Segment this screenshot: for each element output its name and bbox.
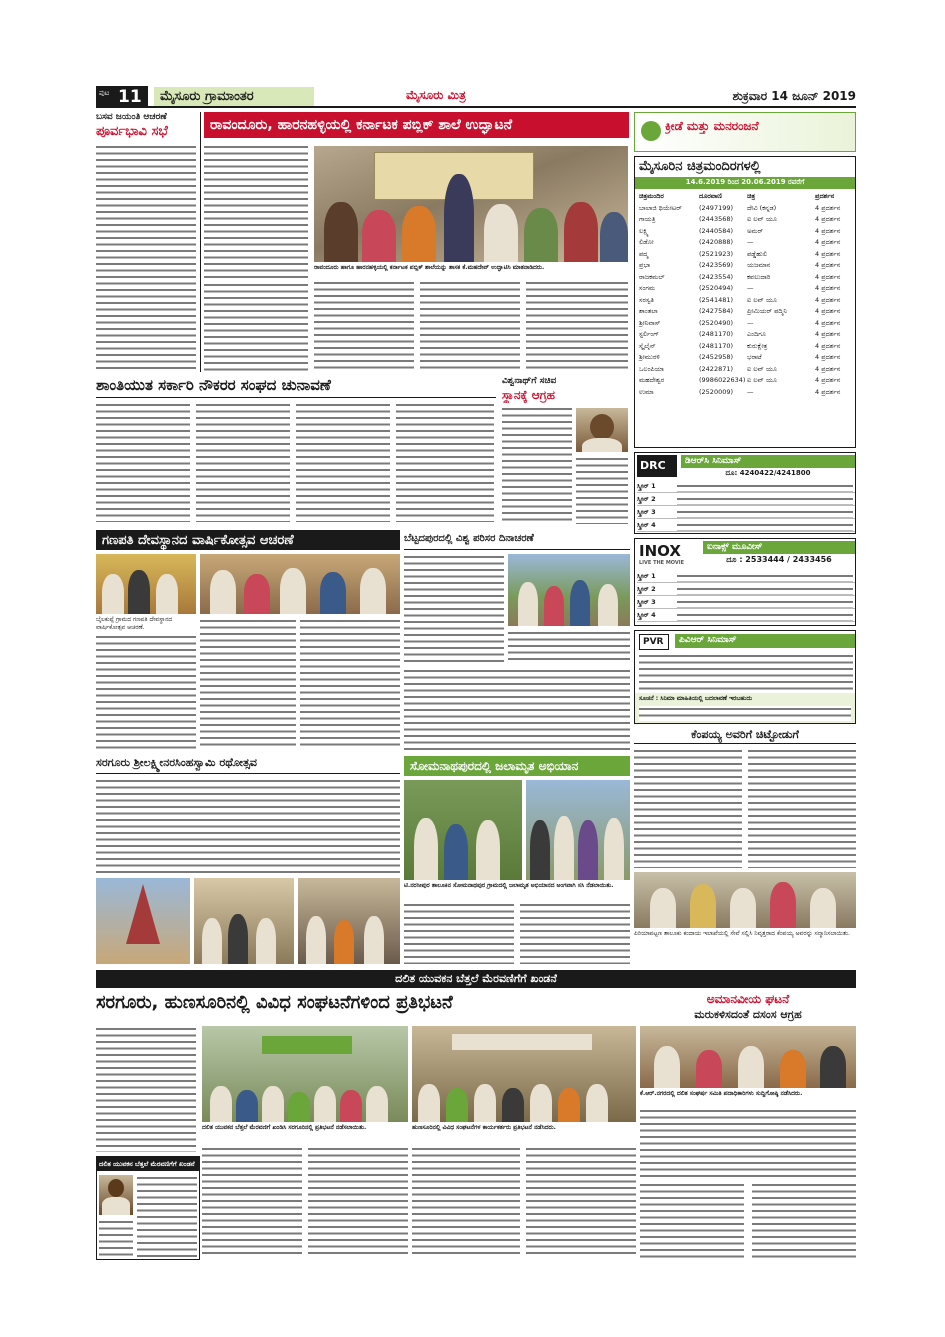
cinema-cell: ಲಿಡೋ — [639, 238, 654, 246]
cinema-cell: (2497199) — [699, 203, 734, 212]
screen-row — [637, 520, 855, 532]
page-number-tag — [96, 86, 148, 108]
cinema-cell: ದೇವಿ (ಕನ್ನಡ) — [747, 203, 777, 212]
screen-label: ಸ್ಕ್ರೀನ್ 3 — [637, 598, 656, 606]
cinema-cell: (2481170) — [699, 341, 734, 350]
cinema-cell: (2541481) — [699, 295, 734, 304]
ganapathi-story — [96, 530, 400, 752]
cinema-cell: 4 ಪ್ರದರ್ಶನ — [815, 330, 841, 338]
screen-label: ಸ್ಕ್ರೀನ್ 3 — [637, 508, 656, 516]
screen-label: ಸ್ಕ್ರೀನ್ 4 — [637, 611, 656, 619]
vishwanath-story — [502, 376, 630, 526]
ganapathi-photo-2 — [200, 554, 400, 614]
top-story-body-col2 — [314, 280, 414, 372]
cinema-cell: ಐ ಲವ್ ಯೂ — [747, 295, 777, 304]
planting-photo — [404, 780, 522, 880]
group-photo — [526, 780, 630, 880]
protest-title: ಸರಗೂರು, ಹುಣಸೂರಿನಲ್ಲಿ ವಿವಿಧ ಸಂಘಟನೆಗಳಿಂದ ಪ್ರತಿಭಟನೆ — [96, 992, 453, 1013]
sargur-photo-2 — [194, 878, 294, 964]
cinema-cell: (2423569) — [699, 261, 734, 269]
cinema-cell: ಎಂದಿಗೂ — [747, 330, 766, 338]
cinema-cell: 4 ಪ್ರದರ್ಶನ — [815, 353, 841, 361]
cinema-table-row — [635, 364, 857, 375]
cinema-cell: — — [747, 318, 754, 327]
cinema-cell: 4 ಪ್ರದರ್ಶನ — [815, 376, 841, 384]
screen-showtimes — [677, 509, 853, 518]
portrait-photo — [576, 408, 628, 452]
inox-phone: ದೂ : 2533444 / 2433456 — [726, 555, 832, 564]
cinema-cell: — — [747, 238, 754, 246]
screen-showtimes — [677, 522, 853, 531]
cinema-cell: ಪ್ರಭಾ — [639, 261, 651, 269]
cinema-cell: ದೂರವಾಣಿ — [699, 192, 722, 200]
cinema-table-row — [635, 226, 857, 237]
cinema-cell: (2427584) — [699, 307, 734, 315]
protest-story — [96, 992, 636, 1260]
cinema-cell: ಪದ್ಮ — [639, 249, 649, 258]
election-story — [96, 376, 496, 526]
cinema-cell: ಬಾಲಾಜಿ ಥಿಯೇಟರ್ — [639, 203, 682, 212]
story-title: ಪೂರ್ವಭಾವಿ ಸಭೆ — [96, 124, 168, 139]
cinema-cell: — — [747, 284, 754, 292]
cinema-table-row — [635, 283, 857, 294]
protest-caption-2: ಹುಣಸೂರಿನಲ್ಲಿ ವಿವಿಧ ಸಂಘಟನೆಗಳ ಕಾರ್ಯಕರ್ತರು ಪ್ರತಿಭಟನೆ ನಡೆಸಿದರು. — [412, 1124, 556, 1131]
cinema-cell: ಗಾಯತ್ರಿ — [639, 215, 656, 223]
inhuman-incident-story — [640, 992, 856, 1260]
masthead — [96, 86, 856, 108]
cinema-cell: ಭರಾಟೆ — [747, 353, 762, 361]
cinema-note: ಸೂಚನೆ : ಸಿನಿಮಾ ಮಾಹಿತಿಯಲ್ಲಿ ಬದಲಾವಣೆ ಇರಬಹುದು — [639, 695, 753, 702]
ball-icon — [641, 121, 661, 141]
press-meet-photo — [640, 1026, 856, 1088]
cinema-table-row — [635, 214, 857, 225]
cinema-cell: (2422871) — [699, 364, 734, 373]
cinema-table-row — [635, 375, 857, 386]
screen-showtimes — [677, 573, 853, 582]
cinema-cell: 4 ಪ್ರದರ್ಶನ — [815, 364, 841, 373]
screen-label: ಸ್ಕ್ರೀನ್ 1 — [637, 482, 656, 490]
cinema-cell: 4 ಪ್ರದರ್ಶನ — [815, 272, 841, 281]
cinema-cell: ಒಲಂಪಿಯಾ — [639, 364, 664, 373]
cinema-cell: (2481170) — [699, 330, 734, 338]
drc-phone: ದೂ: 4240422/4241800 — [725, 469, 811, 477]
cinema-cell: (2443568) — [699, 215, 734, 223]
cinema-table-row — [635, 272, 857, 283]
top-story-caption: ರಾವಂದೂರು ಹಾಗೂ ಹಾರನಹಳ್ಳಿಯಲ್ಲಿ ಕರ್ನಾಟಕ ಪಬ್ಲಿಕ್ ಶಾಲೆಯನ್ನು ಶಾಸಕ ಕೆ.ಮಹದೇವ್ ಉದ್ಘಾಟಿಸಿ ಮಾತನಾಡಿದರು. — [314, 264, 545, 271]
cinema-cell: ಅಮರ್ — [747, 226, 764, 235]
pvr-name: ಪಿವಿಆರ್ ಸಿನಿಮಾಸ್ — [675, 634, 855, 648]
screen-label: ಸ್ಕ್ರೀನ್ 2 — [637, 585, 656, 593]
cinema-table-row — [635, 260, 857, 271]
screen-label: ಸ್ಕ್ರೀನ್ 4 — [637, 521, 656, 529]
sports-banner-title: ಕ್ರೀಡೆ ಮತ್ತು ಮನರಂಜನೆ — [665, 119, 759, 133]
pvr-listing — [639, 653, 853, 691]
section-name: ಮೈಸೂರು ಗ್ರಾಮಾಂತರ — [154, 87, 314, 106]
cinema-cell: 4 ಪ್ರದರ್ಶನ — [815, 341, 841, 350]
cinema-cell: ಮಹದೇಶ್ವರ — [639, 376, 665, 384]
cinema-cell: 4 ಪ್ರದರ್ಶನ — [815, 249, 841, 258]
top-story-body-col4 — [526, 280, 628, 372]
cinema-listing-box — [634, 156, 856, 448]
pvr-logo: PVR — [639, 634, 669, 650]
screen-showtimes — [677, 496, 853, 505]
cinema-table-row — [635, 352, 857, 363]
top-story-title: ರಾವಂದೂರು, ಹಾರನಹಳ್ಳಿಯಲ್ಲಿ ಕರ್ನಾಟಕ ಪಬ್ಲಿಕ್ ಶಾಲೆ ಉದ್ಘಾಟನೆ — [204, 112, 629, 138]
cinema-cell: — — [747, 387, 754, 396]
inhuman-title-2: ಮರುಕಳಿಸದಂತೆ ದಸಂಸ ಆಗ್ರಹ — [694, 1008, 802, 1021]
newspaper-page — [96, 86, 856, 1260]
drc-name: ಡಿಆರ್‌ಸಿ ಸಿನಿಮಾಸ್ — [681, 455, 855, 468]
sargur-title: ಸರಗೂರು ಶ್ರೀಲಕ್ಷ್ಮೀನರಸಿಂಹಸ್ವಾಮಿ ರಥೋತ್ಸವ — [96, 756, 400, 774]
cinema-cell: ಯಜಮಾನ — [747, 261, 771, 269]
cinema-cell: ರಾಜಕಮಲ್ — [639, 272, 665, 281]
screen-row — [637, 494, 855, 506]
cinema-table-row — [635, 318, 857, 329]
cinema-cell: ಕುರುಕ್ಷೇತ್ರ — [747, 341, 768, 350]
basava-jayanthi-story — [96, 112, 196, 372]
page-number: 11 — [118, 87, 142, 107]
cinema-cell: ಸರಸ್ವತಿ — [639, 295, 654, 304]
paper-logo: ಮೈಸೂರು ಮಿತ್ರ — [406, 88, 466, 102]
cinema-table-row — [635, 237, 857, 248]
cinema-cell: ಉಮಾ — [639, 387, 654, 396]
cinema-cell: ಚಿತ್ರ — [747, 192, 756, 200]
dalit-box-portrait — [99, 1175, 133, 1215]
top-story-body-col1b — [204, 282, 308, 372]
cinema-title: ಮೈಸೂರಿನ ಚಿತ್ರಮಂದಿರಗಳಲ್ಲಿ — [639, 159, 761, 174]
drc-screens — [637, 481, 855, 533]
dalit-protest-box — [96, 1156, 200, 1260]
cinema-table-row — [635, 203, 857, 214]
cinema-cell: ಕವಲುದಾರಿ — [747, 272, 771, 281]
ganapathi-caption: ಬೈಲಕುಪ್ಪೆ ಗ್ರಾಮದ ಗಣಪತಿ ದೇವಸ್ಥಾನದ ವಾರ್ಷಿಕೋತ್ಸವ ಆಚರಣೆ. — [96, 616, 173, 631]
dalit-banner: ದಲಿತ ಯುವಕನ ಬೆತ್ತಲೆ ಮೆರವಣಿಗೆಗೆ ಖಂಡನೆ — [96, 970, 856, 988]
inox-box — [634, 538, 856, 626]
screen-label: ಸ್ಕ್ರೀನ್ 1 — [637, 572, 656, 580]
cinema-cell: ಐ ಲವ್ ಯೂ — [747, 215, 777, 223]
inox-logo: INOX — [639, 542, 681, 560]
cinema-table-row — [635, 295, 857, 306]
kempayya-story — [634, 728, 856, 966]
protest-photo-1 — [202, 1026, 408, 1122]
drc-cinemas-box — [634, 452, 856, 534]
cinema-cell: ಚಿತ್ರಮಂದಿರ — [639, 192, 664, 200]
top-story — [204, 112, 629, 372]
cinema-cell: ಸ್ಕೈಲೈನ್ — [639, 341, 656, 350]
environment-story — [404, 530, 630, 752]
screen-row — [637, 610, 855, 622]
cinema-cell: 4 ಪ್ರದರ್ಶನ — [815, 226, 841, 235]
inox-name: ಐನಾಕ್ಸ್ ಮೂವೀಸ್ — [703, 541, 855, 554]
cinema-cell: (9986022634) — [699, 376, 746, 384]
inox-tagline: LIVE THE MOVIE — [639, 560, 685, 566]
cinema-cell: 4 ಪ್ರದರ್ಶನ — [815, 387, 841, 396]
cinema-cell: ಪಡ್ಡೆಹುಲಿ — [747, 249, 768, 258]
cinema-table-row — [635, 387, 857, 398]
chariot-photo — [96, 878, 190, 964]
felicitation-photo — [634, 872, 856, 928]
cinema-table-row — [635, 341, 857, 352]
cinema-cell: ಸ್ಟರ್ಲಿಂಗ್ — [639, 330, 659, 338]
screen-showtimes — [677, 599, 853, 608]
vishwanath-kicker: ವಿಶ್ವನಾಥ್‌ಗೆ ಸಚಿವ — [502, 376, 557, 386]
somanathapura-story — [404, 756, 630, 966]
cinema-table-row — [635, 249, 857, 260]
kempayya-caption: ಪಿರಿಯಾಪಟ್ಟಣ ತಾಲೂಕು ಕಂದಾಯ ಇಲಾಖೆಯಲ್ಲಿ ಸೇವೆ ಸಲ್ಲಿಸಿ ನಿವೃತ್ತರಾದ ಕೆಂಪಯ್ಯ ಅವರನ್ನು ಸನ್ಮಾನಿಸಲಾಯಿತು. — [634, 930, 850, 937]
vishwanath-title: ಸ್ಥಾನಕ್ಕೆ ಆಗ್ರಹ — [502, 388, 555, 402]
protest-photo-2 — [412, 1026, 636, 1122]
election-story-title: ಶಾಂತಿಯುತ ಸರ್ಕಾರಿ ನೌಕರರ ಸಂಘದ ಚುನಾವಣೆ — [96, 376, 496, 398]
screen-row — [637, 597, 855, 609]
cinema-cell: (2521923) — [699, 249, 734, 258]
cinema-note-box — [635, 693, 855, 723]
ganapathi-title: ಗಣಪತಿ ದೇವಸ್ಥಾನದ ವಾರ್ಷಿಕೋತ್ಸವ ಆಚರಣೆ — [96, 530, 400, 550]
somanathapura-caption: ಟಿ.ನರಸೀಪುರ ತಾಲೂಕಿನ ಸೋಮನಾಥಪುರ ಗ್ರಾಮದಲ್ಲಿ ಜಲಾಮೃತ ಅಭಿಯಾನದ ಅಂಗವಾಗಿ ಸಸಿ ನೆಡಲಾಯಿತು. — [404, 882, 614, 889]
screen-showtimes — [677, 483, 853, 492]
cinema-cell: ಪ್ರೀಮಿಯರ್ ಪದ್ಮಿನಿ — [747, 307, 787, 315]
cinema-table-header — [635, 191, 857, 202]
cinema-cell: (2520494) — [699, 284, 734, 292]
cinema-cell: 4 ಪ್ರದರ್ಶನ — [815, 295, 841, 304]
cinema-cell: 4 ಪ್ರದರ್ಶನ — [815, 307, 841, 315]
cinema-table — [635, 191, 857, 401]
inox-screens — [637, 571, 855, 625]
pvr-box — [634, 630, 856, 724]
cinema-cell: ಸಂಗಮ — [639, 284, 656, 292]
issue-date: ಶುಕ್ರವಾರ 14 ಜೂನ್ 2019 — [732, 89, 856, 103]
story-body — [96, 144, 196, 370]
column-rule — [200, 112, 201, 372]
cinema-cell: ಶ್ರೀಮುರಳಿ — [639, 353, 660, 361]
story-kicker: ಬಸವ ಜಯಂತಿ ಆಚರಣೆ — [96, 112, 167, 122]
cinema-cell: ಲಕ್ಷ್ಮಿ — [639, 226, 649, 235]
cinema-cell: 4 ಪ್ರದರ್ಶನ — [815, 238, 841, 246]
cinema-cell: ಐ ಲವ್ ಯೂ — [747, 364, 777, 373]
sargur-rathotsava-story — [96, 756, 400, 966]
sports-banner — [634, 112, 856, 152]
cinema-note-body — [639, 706, 851, 721]
environment-title: ಬೆಟ್ಟದಪುರದಲ್ಲಿ ವಿಶ್ವ ಪರಿಸರ ದಿನಾಚರಣೆ — [404, 530, 630, 550]
inhuman-caption: ಕೆ.ಆರ್.ನಗರದಲ್ಲಿ ದಲಿತ ಸಂಘರ್ಷ ಸಮಿತಿ ಪದಾಧಿಕಾರಿಗಳು ಸುದ್ದಿಗೋಷ್ಠಿ ನಡೆಸಿದರು. — [640, 1090, 803, 1097]
protest-caption-1: ದಲಿತ ಯುವಕನ ಬೆತ್ತಲೆ ಮೆರವಣಿಗೆ ಖಂಡಿಸಿ ಸರಗೂರಿನಲ್ಲಿ ಪ್ರತಿಭಟನೆ ನಡೆಸಲಾಯಿತು. — [202, 1124, 367, 1131]
cinema-table-row — [635, 329, 857, 340]
page-label: ಪುಟ — [99, 89, 110, 97]
cinema-date-range: 14.6.2019 ರಿಂದ 20.06.2019 ರವರೆಗೆ — [635, 177, 855, 189]
cinema-cell: 4 ಪ್ರದರ್ಶನ — [815, 318, 841, 327]
inhuman-title-1: ಅಮಾನವೀಯ ಘಟನೆ — [706, 992, 790, 1006]
screen-row — [637, 571, 855, 583]
cinema-cell: ಐ ಲವ್ ಯೂ — [747, 376, 777, 384]
cinema-cell: 4 ಪ್ರದರ್ಶನ — [815, 203, 841, 212]
kempayya-title: ಕೆಂಪಯ್ಯ ಅವರಿಗೆ ಚಿಟ್ಟೋಡುಗೆ — [634, 728, 856, 744]
cinema-cell: ಪ್ರದರ್ಶನ — [815, 192, 835, 200]
cinema-cell: (2440584) — [699, 226, 734, 235]
cinema-cell: 4 ಪ್ರದರ್ಶನ — [815, 284, 841, 292]
cinema-cell: (2423554) — [699, 272, 734, 281]
screen-row — [637, 481, 855, 493]
top-story-photo — [314, 146, 628, 262]
screen-showtimes — [677, 586, 853, 595]
cinema-cell: ಶ್ರೀನಿವಾಸ್ — [639, 318, 661, 327]
cinema-cell: (2420888) — [699, 238, 734, 246]
cinema-cell: (2520490) — [699, 318, 734, 327]
top-story-body-col3 — [420, 280, 520, 372]
drc-logo: DRC — [637, 455, 677, 477]
screen-showtimes — [677, 612, 853, 621]
sargur-photo-3 — [298, 878, 400, 964]
screen-label: ಸ್ಕ್ರೀನ್ 2 — [637, 495, 656, 503]
screen-row — [637, 507, 855, 519]
cinema-cell: 4 ಪ್ರದರ್ಶನ — [815, 261, 841, 269]
cinema-cell: 4 ಪ್ರದರ್ಶನ — [815, 215, 841, 223]
cinema-cell: (2452958) — [699, 353, 734, 361]
cinema-cell: ಶಾಂತಲಾ — [639, 307, 658, 315]
cinema-cell: (2520009) — [699, 387, 734, 396]
screen-row — [637, 584, 855, 596]
cinema-table-row — [635, 306, 857, 317]
top-story-body-col1 — [204, 144, 308, 280]
dalit-box-title: ದಲಿತ ಯುವಕನ ಬೆತ್ತಲೆ ಮೆರವಣಿಗೆಗೆ ಖಂಡನೆ — [97, 1157, 199, 1171]
environment-photo — [508, 554, 630, 626]
somanathapura-title: ಸೋಮನಾಥಪುರದಲ್ಲಿ ಜಲಾಮೃತ ಅಭಿಯಾನ — [404, 756, 630, 776]
ganapathi-photo-1 — [96, 554, 196, 614]
